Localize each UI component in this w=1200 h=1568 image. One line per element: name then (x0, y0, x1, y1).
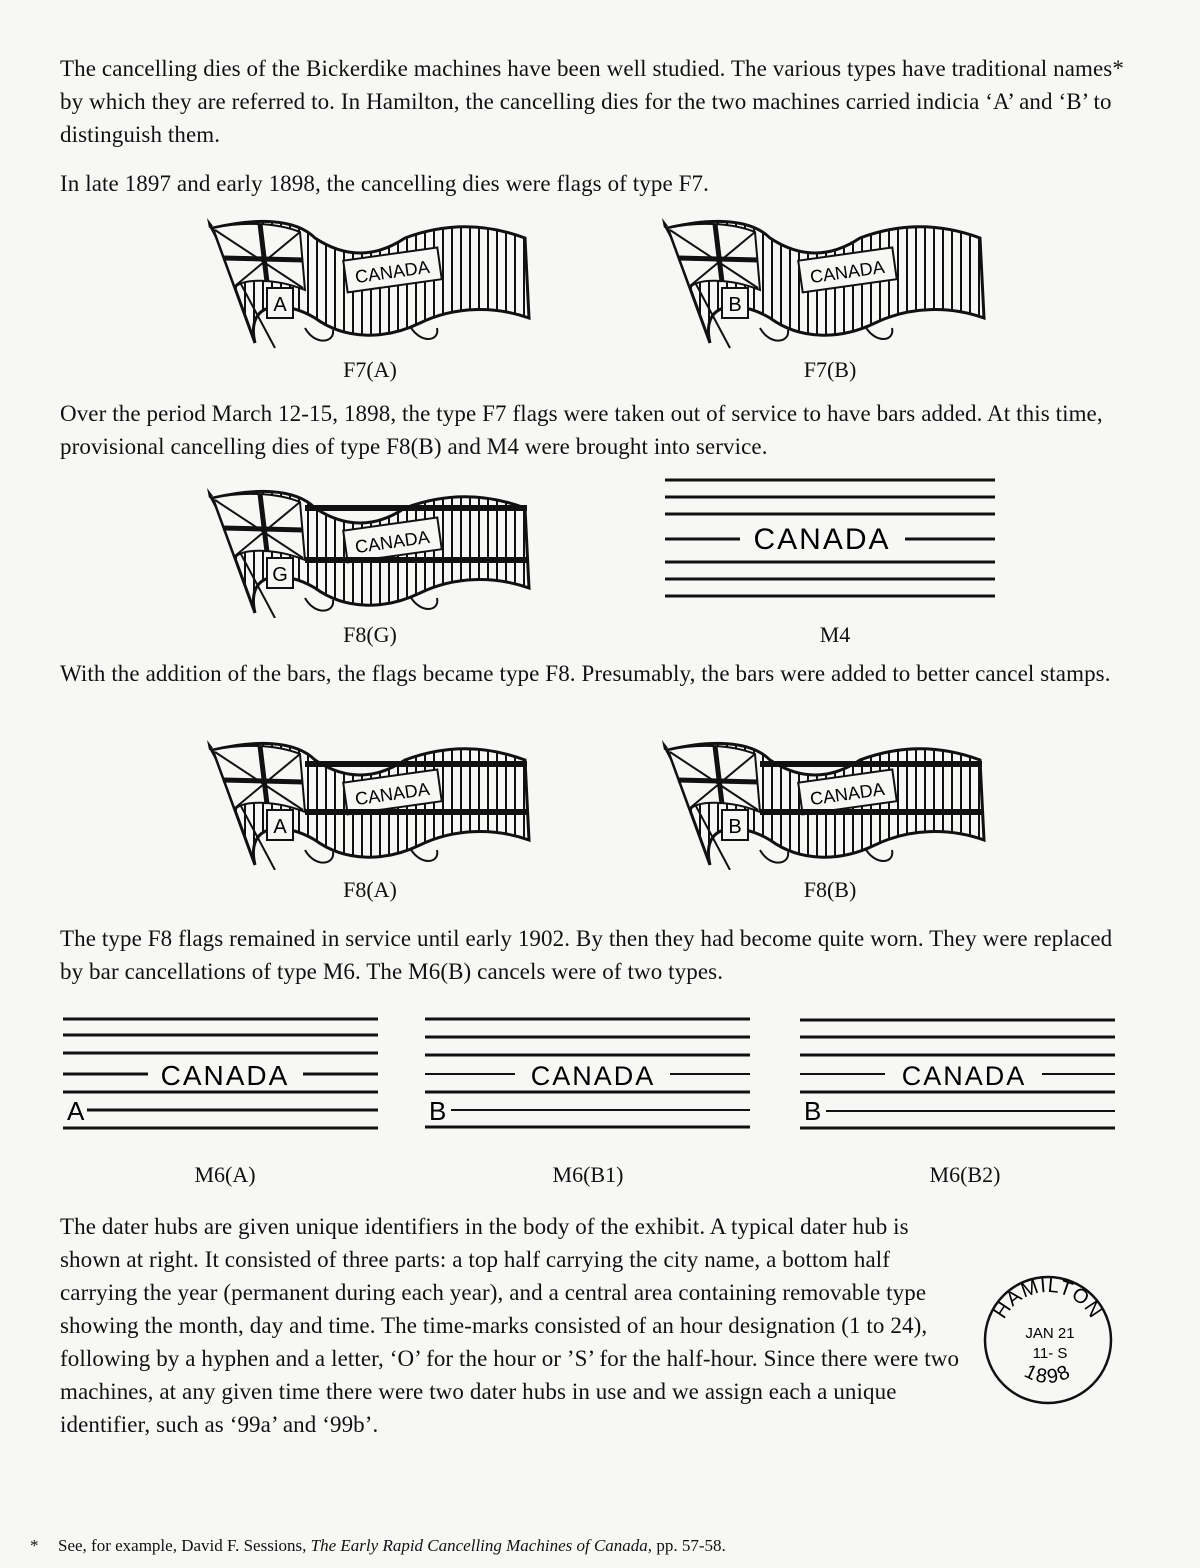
flag-word: CANADA (808, 256, 886, 288)
bar-word: CANADA (530, 1061, 656, 1091)
dater-hub-paragraph: The dater hubs are given unique identifiers in the body of the exhibit. A typical dater hub is shown at right. It consisted of three parts: a top half carrying the city name, a bottom half carrying the year (permanent during each year), and a central area containing removable type showing the month, day and time. The time-marks consisted of an hour designation (1 to 24), following by a hyphen and a letter, ‘O’ for the hour or ’S’ for the half-hour. Since there were two machines, at any given time there were two dater hubs in use and we assign each a unique identifier, such as ‘99a’ and ‘99b’. (60, 1214, 960, 1437)
bar-word: CANADA (753, 523, 891, 556)
caption-f8b: F8(B) (803, 877, 857, 902)
footnote-marker: * (30, 1536, 39, 1555)
f7-paragraph: In late 1897 and early 1898, the cancelling dies were flags of type F7. (60, 171, 709, 196)
footnote (30, 1535, 726, 1557)
caption-m6a: M6(A) (194, 1162, 256, 1187)
f8-provisional-paragraph: Over the period March 12-15, 1898, the type F7 flags were taken out of service to have bars added. At this time, provisional cancelling dies of type F8(B) and M4 were brought into service. (60, 401, 1103, 459)
f8-bars-paragraph: With the addition of the bars, the flags became type F8. Presumably, the bars were added to better cancel stamps. (60, 661, 1111, 686)
flag-word: CANADA (353, 526, 431, 558)
bar-word: CANADA (901, 1061, 1027, 1091)
dater-hub-postmark (978, 1270, 1118, 1410)
flag-word: CANADA (808, 778, 886, 810)
caption-m4: M4 (819, 622, 851, 647)
bar-word: CANADA (160, 1060, 290, 1091)
dater-city: HAMILTON (989, 1274, 1107, 1323)
bar-letter: B (804, 1096, 822, 1126)
bar-letter: B (429, 1096, 447, 1126)
flag-f7a-cancel (205, 218, 545, 358)
caption-m6b2: M6(B2) (929, 1162, 1001, 1187)
caption-m6b1: M6(B1) (552, 1162, 624, 1187)
flag-f7b-cancel (660, 218, 1000, 358)
flag-word: CANADA (353, 256, 431, 288)
footnote-prefix: See, for example, David F. Sessions, (58, 1536, 311, 1555)
footnote-suffix: pp. 57-58. (652, 1536, 726, 1555)
dater-year: 1898 (1020, 1360, 1076, 1389)
caption-f7a: F7(A) (343, 357, 397, 382)
bar-m6b2-cancel (800, 1015, 1120, 1133)
footnote-title: The Early Rapid Cancelling Machines of Canada, (310, 1536, 653, 1555)
bar-m4-cancel (665, 475, 1000, 605)
flag-f8b-cancel (660, 740, 1000, 870)
dater-time: 11- S (1032, 1345, 1068, 1362)
caption-f7b: F7(B) (803, 357, 857, 382)
m6-paragraph: The type F8 flags remained in service until early 1902. By then they had become quite worn. They were replaced by bar cancellations of type M6. The M6(B) cancels were of two types. (60, 926, 1113, 984)
caption-f8g: F8(G) (343, 622, 397, 647)
bar-m6a-cancel (63, 1015, 383, 1133)
flag-letter: B (728, 294, 742, 316)
flag-letter: A (273, 816, 287, 838)
flag-letter: G (272, 564, 288, 586)
intro-paragraph: The cancelling dies of the Bickerdike machines have been well studied. The various types have traditional names* by which they are referred to. In Hamilton, the cancelling dies for the two machines carried indicia ‘A’ and ‘B’ to distinguish them. (60, 56, 1124, 147)
bar-letter: A (67, 1096, 85, 1126)
bar-m6b1-cancel (425, 1015, 755, 1133)
flag-f8g-cancel (205, 488, 545, 618)
flag-letter: A (273, 294, 287, 316)
flag-word: CANADA (353, 778, 431, 810)
flag-letter: B (728, 816, 742, 838)
flag-f8a-cancel (205, 740, 545, 870)
caption-f8a: F8(A) (343, 877, 397, 902)
dater-date: JAN 21 (1025, 1325, 1075, 1342)
